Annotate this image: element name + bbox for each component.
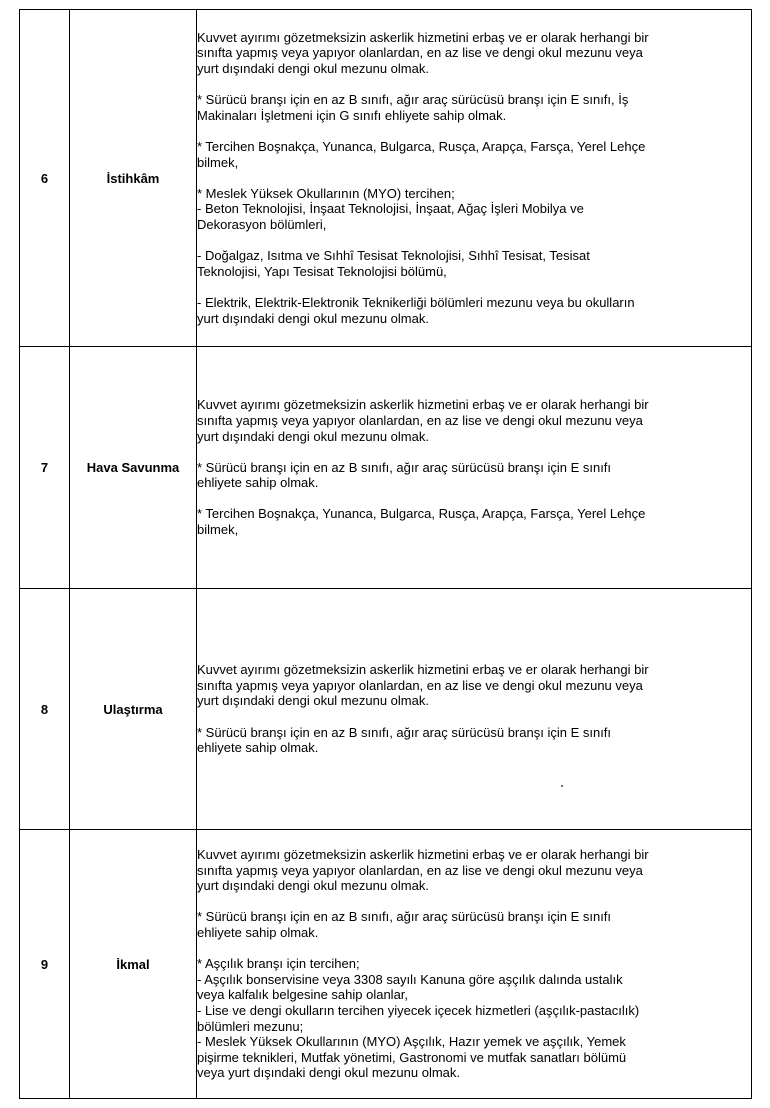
row-number: 8 <box>20 589 70 830</box>
table-row <box>20 10 752 347</box>
requirement-paragraph: Kuvvet ayırımı gözetmeksizin askerlik hizmetini erbaş ve er olarak herhangi bir sınıfta yapmış veya yapıyor olanlardan, en az lise ve dengi okul mezunu veya yurt dışındaki dengi okul mezunu olmak. <box>197 397 649 444</box>
requirements-cell <box>197 347 752 589</box>
row-number: 9 <box>20 830 70 1099</box>
requirements-cell <box>197 589 752 830</box>
branch-name: İkmal <box>70 830 197 1099</box>
requirement-paragraph: * Tercihen Boşnakça, Yunanca, Bulgarca, Rusça, Arapça, Farsça, Yerel Lehçe bilmek, <box>197 139 646 170</box>
stray-dot-mark <box>561 785 563 787</box>
requirement-paragraph: * Sürücü branşı için en az B sınıfı, ağır araç sürücüsü branşı için E sınıfı ehliyete sahip olmak. <box>197 909 612 941</box>
requirement-paragraph: - Doğalgaz, Isıtma ve Sıhhî Tesisat Teknolojisi, Sıhhî Tesisat, Tesisat Teknolojisi, Yapı Tesisat Teknolojisi bölümü, <box>197 248 590 279</box>
requirement-paragraph: * Sürücü branşı için en az B sınıfı, ağır araç sürücüsü branşı için E sınıfı, İş Makinaları İşletmeni için G sınıfı ehliyete sahip olmak. <box>197 92 629 123</box>
row-number: 6 <box>20 10 70 347</box>
table-row <box>20 589 752 830</box>
requirement-paragraph: Kuvvet ayırımı gözetmeksizin askerlik hizmetini erbaş ve er olarak herhangi bir sınıfta yapmış veya yapıyor olanlardan, en az lise ve dengi okul mezunu veya yurt dışındaki dengi okul mezunu olmak. <box>197 29 649 77</box>
requirement-paragraph: - Elektrik, Elektrik-Elektronik Teknikerliği bölümleri mezunu veya bu okulların yurt dışındaki dengi okul mezunu olmak. <box>197 294 635 326</box>
requirements-table <box>19 9 752 1099</box>
requirements-cell <box>197 10 752 347</box>
requirement-paragraph: Kuvvet ayırımı gözetmeksizin askerlik hizmetini erbaş ve er olarak herhangi bir sınıfta yapmış veya yapıyor olanlardan, en az lise ve dengi okul mezunu veya yurt dışındaki dengi okul mezunu olmak. <box>197 847 649 894</box>
requirement-paragraph: * Aşçılık branşı için tercihen; - Aşçılık bonservisine veya 3308 sayılı Kanuna göre aşçılık dalında ustalık veya kalfalık belgesine sahip olanlar, - Lise ve dengi okulların tercihen yiyecek içecek hizmetleri (aşçılık-pastacılık) bölümleri mezunu; - Meslek Yüksek Okullarının (MYO) Aşçılık, Hazır yemek ve aşçılık, Yemek pişirme teknikleri, Mutfak yönetimi, Gastronomi ve mutfak sanatları bölümü veya yurt dışındaki dengi okul mezunu olmak. <box>197 956 640 1081</box>
requirement-paragraph: * Meslek Yüksek Okullarının (MYO) tercihen; - Beton Teknolojisi, İnşaat Teknolojisi, İnşaat, Ağaç İşleri Mobilya ve Dekorasyon bölümleri, <box>197 185 584 232</box>
table-row <box>20 347 752 589</box>
branch-name: Ulaştırma <box>70 589 197 830</box>
requirement-paragraph: * Tercihen Boşnakça, Yunanca, Bulgarca, Rusça, Arapça, Farsça, Yerel Lehçe bilmek, <box>197 506 646 538</box>
requirements-cell <box>197 830 752 1099</box>
row-number: 7 <box>20 347 70 589</box>
table-row <box>20 830 752 1099</box>
branch-name: Hava Savunma <box>70 347 197 589</box>
requirement-paragraph: * Sürücü branşı için en az B sınıfı, ağır araç sürücüsü branşı için E sınıfı ehliyete sahip olmak. <box>197 724 612 756</box>
branch-name: İstihkâm <box>70 10 197 347</box>
requirement-paragraph: * Sürücü branşı için en az B sınıfı, ağır araç sürücüsü branşı için E sınıfı ehliyete sahip olmak. <box>197 459 612 491</box>
requirement-paragraph: Kuvvet ayırımı gözetmeksizin askerlik hizmetini erbaş ve er olarak herhangi bir sınıfta yapmış veya yapıyor olanlardan, en az lise ve dengi okul mezunu veya yurt dışındaki dengi okul mezunu olmak. <box>197 662 649 709</box>
